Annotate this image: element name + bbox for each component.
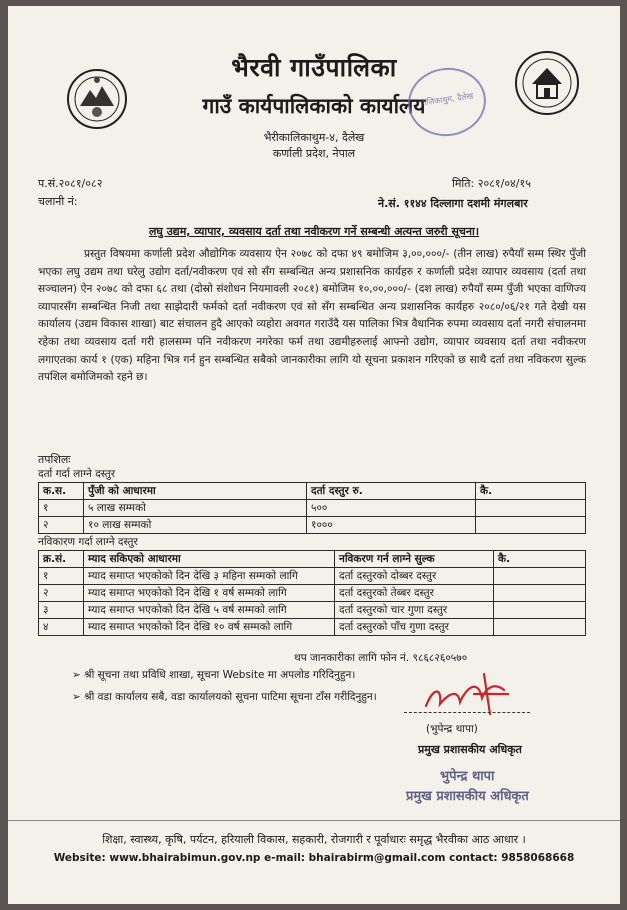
table-cell: दर्ता दस्तुरको तेब्बर दस्तुर (335, 585, 494, 602)
table-cell: ५०० (307, 500, 476, 517)
table-header-row (39, 551, 586, 568)
table-header-cell: कै. (494, 551, 586, 568)
table-row (39, 619, 586, 636)
office-title: भैरवी गाउँपालिका (231, 53, 397, 82)
table-cell: म्याद समाप्त भएकोको दिन देखि ५ वर्ष सम्मको लागि (84, 602, 335, 619)
table-cell: ४ (39, 619, 84, 636)
table-cell: म्याद समाप्त भएकोको दिन देखि १० वर्ष सम्मको लागि (84, 619, 335, 636)
notice-body: प्रस्तुत विषयमा कर्णाली प्रदेश औद्योगिक व्यवसाय ऐन २०७८ को दफा ४९ बमोजिम ३,००,०००/- (तीन लाख) रुपैयाँ सम्म स्थिर पुँजी भएका लघु उद्यम तथा घरेलु उद्योग दर्ता/नवीकरण एवं सो सँग सम्बन्धित अन्य प्रशासनिक कार्यहरु र कर्णाली प्रदेश व्यापार व्यवसाय (दर्ता तथा सञ्चालन) ऐन २०७८ को दफा ६८ तथा (दोस्रो संशोधन नियमावली २०८१) बमोजिम १०,००,०००/- (दश लाख) रुपैयाँ सम्म पुँजी भएका वाणिज्य व्यापारसँग सम्बन्धित निजी तथा साझेदारी फर्मको दर्ता नवीकरण एवं सो सँग सम्बन्धित अन्य प्रशासनिक कार्यहरु २०८०/०६/२१ गते देखी यस कार्यालय (उद्यम विकास शाखा) बाट संचालन हुदै आएको व्यहोरा अवगत गराउँदै यस पालिका भित्र वैधानिक रुपमा व्यवसाय दर्ता नगरी संचालनमा रहेका तथा व्यवसाय दर्ता गरी हालसम्म पनि नवीकरण नगरेका फर्म तथा उद्यमीहरुलाई आफ्नो उद्योग, व्यापार व्यवसाय दर्ता तथा नवीकरण लगाएतका कार्य १ (एक) महिना भित्र गर्न हुन सम्बन्धित सबैको जानकारीका लागि यो सूचना प्रकाशन गरिएको छ साथै दर्ता तथा नविकरण सुल्क तपशिल बमोजिमको रहने छ। (38, 248, 586, 384)
nepal-sambat-date: ने.सं. ११४४ दिल्लागा दशमी मंगलबार (378, 197, 528, 210)
distribution-text: श्री वडा कार्यालय सबै, वडा कार्यालयको सूचना पाटिमा सूचना टाँस गरीदिनुहुन। (84, 691, 377, 703)
renewal-caption: नविकारण गर्दा लाग्ने दस्तुर (38, 536, 138, 548)
table-cell: दर्ता दस्तुरको चार गुणा दस्तुर (335, 602, 494, 619)
table-header-cell: कै. (476, 483, 586, 500)
dispatch-number: चलानी नं: (38, 195, 78, 208)
arrow-bullet-icon: ➢ (72, 691, 85, 703)
table-cell: ५ लाख सम्मको (84, 500, 307, 517)
table-cell (494, 585, 586, 602)
distribution-item (72, 690, 377, 704)
notice-date: मिति: २०८१/०४/१५ (452, 177, 531, 190)
table-cell: म्याद समाप्त भएकोको दिन देखि ३ महिना सम्मको लागि (84, 568, 335, 585)
table-cell: २ (39, 585, 84, 602)
table-header-cell: नविकरण गर्न लाग्ने सुल्क (335, 551, 494, 568)
table-row (39, 500, 586, 517)
table-header-cell: पुँजी को आधारमा (84, 483, 307, 500)
table-header-cell: क्र.सं. (39, 551, 84, 568)
footer-divider (8, 820, 620, 821)
table-header-cell: क.स. (39, 483, 84, 500)
office-subtitle: गाउँ कार्यपालिकाको कार्यालय (202, 94, 426, 118)
table-cell: १ (39, 500, 84, 517)
table-cell: १० लाख सम्मको (84, 517, 307, 534)
table-header-row (39, 483, 586, 500)
table-cell: म्याद समाप्त भएकोको दिन देखि १ वर्ष सम्मको लागि (84, 585, 335, 602)
table-cell (494, 619, 586, 636)
title-stamp: प्रमुख प्रशासकीय अधिकृत (406, 789, 529, 804)
contact-phone: थप जानकारीका लागि फोन नं. ९८६८२६०५७० (294, 652, 468, 664)
table-header-cell: म्याद सकिएको आधारमा (84, 551, 335, 568)
signatory-name: (भुपेन्द्र थापा) (426, 723, 478, 735)
name-stamp: भुपेन्द्र थापा (440, 769, 495, 784)
table-cell (476, 517, 586, 534)
reference-number: प.सं.२०८१/०८२ (38, 177, 103, 190)
table-cell (494, 602, 586, 619)
table-cell: १ (39, 568, 84, 585)
table-cell: २ (39, 517, 84, 534)
table-cell: १००० (307, 517, 476, 534)
table-row (39, 517, 586, 534)
notice-subject: लघु उद्यम, व्यापार, व्यवसाय दर्ता तथा नवीकरण गर्ने सम्बन्धी अत्यन्त जरुरी सूचना। (148, 225, 480, 238)
registration-fee-table (38, 482, 586, 534)
arrow-bullet-icon: ➢ (72, 669, 85, 681)
renewal-fee-table (38, 550, 586, 636)
table-cell: दर्ता दस्तुरको पाँच गुणा दस्तुर (335, 619, 494, 636)
table-row (39, 568, 586, 585)
table-cell (494, 568, 586, 585)
distribution-text: श्री सूचना तथा प्रविधि शाखा, सूचना Website मा अपलोड गरिदिनुहुन। (84, 669, 356, 681)
footer-slogan: शिक्षा, स्वास्थ्य, कृषि, पर्यटन, हरियाली विकास, सहकारी, रोजगारी र पूर्वाधारः समृद्ध भैरवीका आठ आधार । (102, 833, 526, 846)
footer-contact: Website: www.bhairabimun.gov.np e-mail: bhairabirm@gmail.com contact: 9858068668 (53, 852, 575, 864)
office-stamp: पालिकाथुम, दैलेख (404, 63, 491, 141)
details-label: तपशिलः (38, 453, 71, 466)
table-cell: दर्ता दस्तुरको दोब्बर दस्तुर (335, 568, 494, 585)
table-row (39, 602, 586, 619)
table-row (39, 585, 586, 602)
address-line: कर्णाली प्रदेश, नेपाल (272, 147, 356, 160)
table-header-cell: दर्ता दस्तुर रु. (307, 483, 476, 500)
table-cell (476, 500, 586, 517)
notice-page (8, 6, 620, 904)
registration-caption: दर्ता गर्दा लाग्ने दस्तुर (38, 468, 116, 480)
distribution-item (72, 668, 355, 682)
address-line: भैरीकालिकाथुम-४, दैलेख (263, 131, 365, 144)
table-cell: ३ (39, 602, 84, 619)
signature-line (404, 712, 530, 713)
signatory-title: प्रमुख प्रशासकीय अधिकृत (418, 743, 522, 756)
